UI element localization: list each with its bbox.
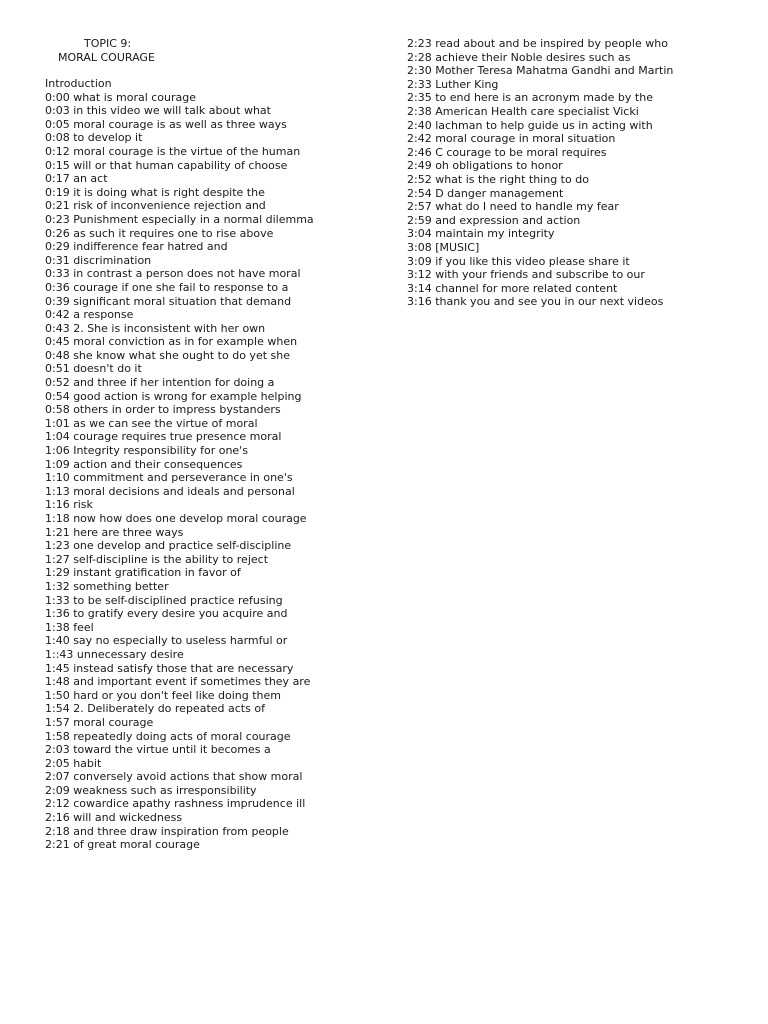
- transcript-line: 0:43 2. She is inconsistent with her own: [45, 321, 266, 335]
- transcript-line: 2:21 of great moral courage: [45, 838, 200, 852]
- transcript-line: 0:15 will or that human capability of choose: [45, 158, 288, 172]
- transcript-line: 3:14 channel for more related content: [407, 281, 618, 295]
- transcript-line: 1:45 instead satisfy those that are necessary: [45, 661, 294, 675]
- transcript-line: 1:13 moral decisions and ideals and personal: [45, 484, 295, 498]
- transcript-line: 1:18 now how does one develop moral courage: [45, 512, 307, 525]
- transcript-line: 0:29 indifference fear hatred and: [45, 240, 228, 254]
- transcript-line: 0:45 moral conviction as in for example when: [45, 335, 298, 349]
- transcript-line: 0:52 and three if her intention for doing a: [45, 376, 275, 390]
- transcript-line: Introduction: [45, 77, 112, 90]
- transcript-line: 1:21 here are three ways: [45, 525, 184, 539]
- transcript-line: 1:48 and important event if sometimes they are: [45, 675, 311, 689]
- transcript-line: 1:01 as we can see the virtue of moral: [45, 416, 258, 430]
- transcript-line: 2:40 lachman to help guide us in acting with: [407, 118, 653, 132]
- transcript-line: 0:31 discrimination: [45, 253, 152, 267]
- transcript-line: 2:07 conversely avoid actions that show moral: [45, 770, 303, 784]
- transcript-line: 2:28 achieve their Noble desires such as: [407, 50, 631, 64]
- transcript-line: 3:08 [MUSIC]: [407, 240, 480, 254]
- transcript-line: 2:35 to end here is an acronym made by the: [407, 91, 653, 105]
- transcript-line: 1:50 hard or you don't feel like doing them: [45, 688, 281, 702]
- transcript-line: 2:12 cowardice apathy rashness imprudence ill: [45, 797, 306, 811]
- transcript-line: 0:00 what is moral courage: [45, 90, 197, 104]
- transcript-line: 1:27 self-discipline is the ability to reject: [45, 552, 269, 566]
- transcript-line: 0:48 she know what she ought to do yet she: [45, 348, 290, 362]
- transcript-line: 0:51 doesn't do it: [45, 362, 142, 376]
- transcript-line: 0:39 significant moral situation that demand: [45, 294, 292, 308]
- topic-label: TOPIC 9:: [84, 37, 132, 50]
- transcript-line: 1:58 repeatedly doing acts of moral courage: [45, 729, 291, 743]
- transcript-line: 2:05 habit: [45, 756, 102, 770]
- transcript-left-column: [45, 77, 314, 852]
- transcript-line: 2:52 what is the right thing to do: [407, 172, 589, 186]
- transcript-line: 0:21 risk of inconvenience rejection and: [45, 199, 266, 213]
- transcript-line: 0:05 moral courage is as well as three ways: [45, 117, 287, 131]
- transcript-line: 0:17 an act: [45, 172, 108, 186]
- transcript-line: 0:12 moral courage is the virtue of the human: [45, 144, 301, 158]
- transcript-line: 3:12 with your friends and subscribe to our: [407, 268, 645, 282]
- transcript-line: 3:04 maintain my integrity: [407, 227, 555, 241]
- transcript-line: 0:36 courage if one she fail to response to a: [45, 280, 289, 294]
- transcript-line: 0:08 to develop it: [45, 131, 143, 145]
- transcript-line: 1:36 to gratify every desire you acquire and: [45, 607, 288, 621]
- transcript-line: 0:54 good action is wrong for example helping: [45, 389, 302, 403]
- transcript-line: 1:04 courage requires true presence moral: [45, 430, 282, 444]
- transcript-line: 2:16 will and wickedness: [45, 811, 183, 825]
- transcript-line: 0:23 Punishment especially in a normal dilemma: [45, 212, 314, 226]
- transcript-line: 3:09 if you like this video please share it: [407, 254, 630, 268]
- transcript-line: 0:58 others in order to impress bystanders: [45, 403, 281, 417]
- transcript-line: 1:06 Integrity responsibility for one's: [45, 444, 248, 458]
- transcript-line: 0:33 in contrast a person does not have moral: [45, 267, 301, 281]
- transcript-line: 1:38 feel: [45, 620, 94, 634]
- topic-title: MORAL COURAGE: [58, 51, 155, 64]
- transcript-right-column: [407, 37, 673, 309]
- transcript-line: 1:09 action and their consequences: [45, 457, 243, 471]
- transcript-line: 0:42 a response: [45, 308, 134, 322]
- transcript-line: 2:33 Luther King: [407, 77, 499, 91]
- transcript-line: 2:57 what do I need to handle my fear: [407, 200, 619, 214]
- transcript-line: 1:40 say no especially to useless harmful or: [45, 634, 288, 648]
- transcript-line: 2:09 weakness such as irresponsibility: [45, 783, 257, 797]
- transcript-line: 0:03 in this video we will talk about what: [45, 104, 271, 118]
- transcript-line: 1:29 instant gratification in favor of: [45, 566, 241, 580]
- transcript-line: 2:59 and expression and action: [407, 213, 581, 227]
- transcript-line: 2:54 D danger management: [407, 186, 564, 200]
- transcript-line: 3:16 thank you and see you in our next videos: [407, 295, 664, 309]
- transcript-line: 1:10 commitment and perseverance in one's: [45, 471, 293, 485]
- transcript-line: 1:23 one develop and practice self-discipline: [45, 539, 292, 553]
- transcript-line: 2:23 read about and be inspired by people who: [407, 37, 668, 50]
- transcript-line: 1:16 risk: [45, 498, 93, 512]
- transcript-line: 1:33 to be self-disciplined practice refusing: [45, 593, 283, 607]
- transcript-line: 0:26 as such it requires one to rise above: [45, 226, 274, 240]
- transcript-line: 0:19 it is doing what is right despite the: [45, 185, 265, 199]
- transcript-line: 2:46 C courage to be moral requires: [407, 145, 607, 159]
- transcript-line: 2:49 oh obligations to honor: [407, 159, 563, 173]
- transcript-line: 2:03 toward the virtue until it becomes a: [45, 743, 271, 757]
- transcript-line: 1:32 something better: [45, 579, 169, 593]
- transcript-line: 2:38 American Health care specialist Vicki: [407, 104, 639, 118]
- transcript-line: 2:30 Mother Teresa Mahatma Gandhi and Martin: [407, 64, 674, 78]
- transcript-line: 2:42 moral courage in moral situation: [407, 132, 616, 146]
- transcript-line: 1::43 unnecessary desire: [45, 647, 184, 661]
- transcript-line: 1:54 2. Deliberately do repeated acts of: [45, 702, 265, 716]
- transcript-line: 1:57 moral courage: [45, 715, 154, 729]
- transcript-line: 2:18 and three draw inspiration from people: [45, 824, 289, 838]
